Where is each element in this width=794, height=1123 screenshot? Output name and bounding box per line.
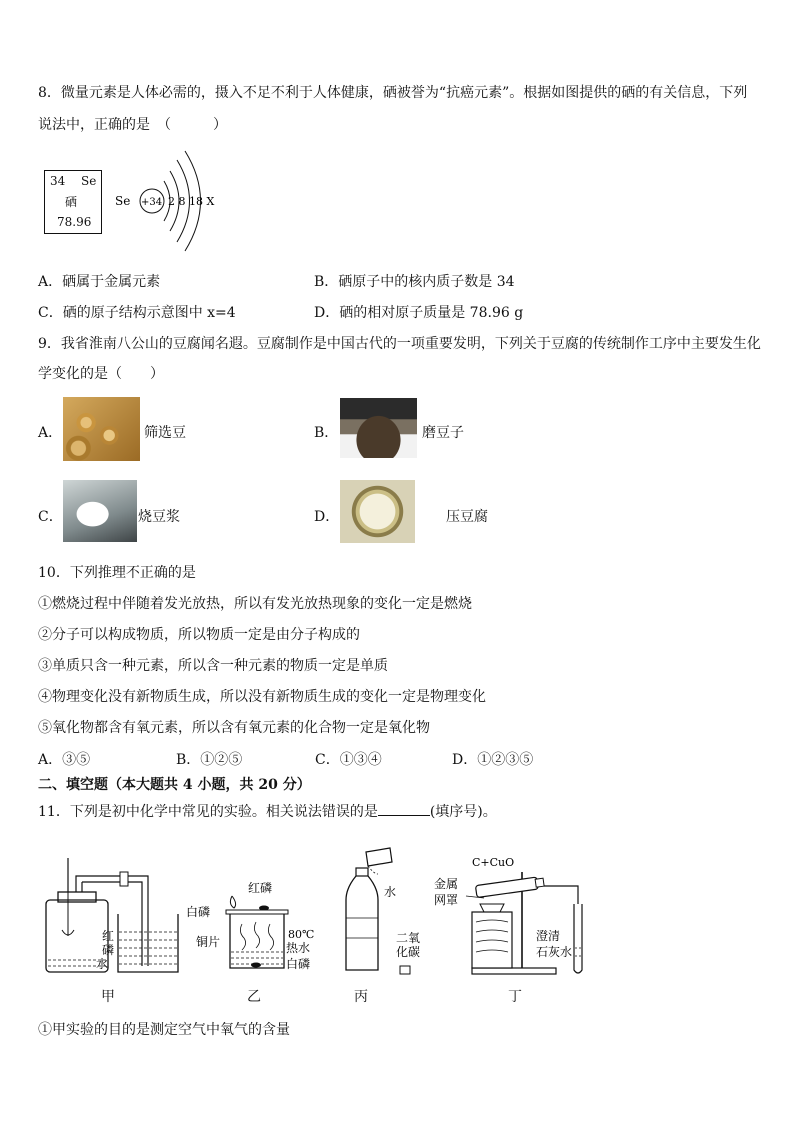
q9-option-d-label[interactable]: 压豆腐 — [446, 509, 488, 525]
ding-label-gauze: 网罩 — [434, 893, 459, 907]
q9-option-a-letter[interactable]: A． — [38, 425, 63, 441]
yi-label-hot-water: 热水 — [286, 941, 311, 955]
ding-label-reactants: C+CuO — [472, 856, 515, 869]
q9-option-a-label[interactable]: 筛选豆 — [144, 425, 186, 441]
q10-item-2: ②分子可以构成物质，所以物质一定是由分子构成的 — [38, 627, 360, 643]
q8-stem-line1: 8．微量元素是人体必需的，摄入不足不利于人体健康，硒被誉为“抗癌元素”。根据如图提供的硒的有关信息，下列 — [38, 85, 748, 101]
element-symbol: Se — [81, 174, 97, 188]
atom-symbol: Se — [115, 194, 131, 208]
atomic-mass: 78.96 — [57, 215, 92, 229]
q11-stem — [38, 801, 497, 821]
apparatus-ding-diagram — [432, 852, 596, 980]
pressing-tofu-photo — [340, 480, 415, 543]
q10-item-3: ③单质只含一种元素，所以含一种元素的物质一定是单质 — [38, 658, 388, 674]
apparatus-yi-diagram — [186, 874, 322, 979]
boiling-soymilk-photo — [63, 480, 137, 542]
apparatus-yi-caption: 乙 — [247, 989, 261, 1005]
q9-option-c-letter[interactable]: C． — [38, 509, 63, 525]
bing-label-co2-1: 二氧 — [396, 931, 421, 945]
ding-label-limewater-2: 石灰水 — [536, 945, 573, 959]
q10-stem: 10．下列推理不正确的是 — [38, 565, 196, 581]
atomic-number: 34 — [50, 174, 66, 188]
section-2-heading: 二、填空题（本大题共 4 小题，共 20 分） — [38, 777, 311, 793]
ding-label-metal: 金属 — [434, 877, 459, 891]
apparatus-jia-diagram — [38, 848, 188, 978]
electron-shells: 2 8 18 X — [168, 195, 215, 208]
selenium-atom-structure-diagram — [110, 146, 230, 256]
q8-stem-line2: 说法中，正确的是 （ ） — [38, 117, 227, 133]
q9-option-c-label[interactable]: 烧豆浆 — [138, 509, 180, 525]
stone-mill-photo — [340, 398, 417, 458]
nucleus-charge: +34 — [141, 197, 163, 208]
yi-label-white-phosphorus-bottom: 白磷 — [286, 957, 311, 971]
apparatus-bing-caption: 丙 — [354, 989, 368, 1005]
q10-item-4: ④物理变化没有新物质生成，所以没有新物质生成的变化一定是物理变化 — [38, 689, 486, 705]
q8-option-d[interactable]: D．硒的相对原子质量是 78.96 g — [314, 305, 524, 321]
apparatus-bing-diagram — [338, 834, 438, 980]
q10-option-d[interactable]: D．①②③⑤ — [452, 752, 534, 768]
selenium-element-card — [44, 170, 102, 234]
yi-label-copper-sheet: 铜片 — [196, 935, 221, 949]
q11-stem-text: 11．下列是初中化学中常见的实验。相关说法错误的是 — [38, 804, 378, 820]
q11-stem-tail: (填序号)。 — [429, 804, 497, 820]
yi-label-temperature: 80℃ — [288, 928, 315, 941]
jia-label-red-1: 红 — [102, 929, 115, 943]
q9-option-d-letter[interactable]: D． — [314, 509, 340, 525]
q10-option-a[interactable]: A．③⑤ — [38, 752, 91, 768]
jia-label-water: 水 — [96, 957, 109, 971]
q10-item-5: ⑤氧化物都含有氧元素，所以含有氧元素的化合物一定是氧化物 — [38, 720, 430, 736]
apparatus-jia-caption: 甲 — [101, 989, 115, 1005]
jia-label-red-2: 磷 — [102, 943, 115, 957]
q8-option-c[interactable]: C．硒的原子结构示意图中 x=4 — [38, 305, 236, 321]
soybeans-photo — [63, 397, 140, 461]
element-name: 硒 — [65, 195, 78, 209]
q9-option-b-letter[interactable]: B． — [314, 425, 339, 441]
yi-label-red-phosphorus: 红磷 — [248, 881, 273, 895]
q10-option-b[interactable]: B．①②⑤ — [176, 752, 243, 768]
apparatus-ding-caption: 丁 — [508, 989, 522, 1005]
q8-option-b[interactable]: B．硒原子中的核内质子数是 34 — [314, 274, 515, 290]
q10-option-c[interactable]: C．①③④ — [315, 752, 382, 768]
bing-label-water: 水 — [384, 885, 397, 899]
q9-stem-line1: 9．我省淮南八公山的豆腐闻名遐。豆腐制作是中国古代的一项重要发明，下列关于豆腐的传统制作工序中主要发生化 — [38, 336, 761, 352]
q10-item-1: ①燃烧过程中伴随着发光放热，所以有发光放热现象的变化一定是燃烧 — [38, 596, 472, 612]
q9-option-b-label[interactable]: 磨豆子 — [422, 425, 464, 441]
q11-item-1: ①甲实验的目的是测定空气中氧气的含量 — [38, 1022, 290, 1038]
bing-label-co2-2: 化碳 — [396, 945, 421, 959]
yi-label-white-phosphorus-top: 白磷 — [186, 905, 211, 919]
ding-label-limewater-1: 澄清 — [536, 929, 561, 943]
q11-answer-blank[interactable] — [378, 803, 430, 816]
q8-option-a[interactable]: A．硒属于金属元素 — [38, 274, 161, 290]
q9-stem-line2: 学变化的是（ ） — [38, 366, 164, 382]
